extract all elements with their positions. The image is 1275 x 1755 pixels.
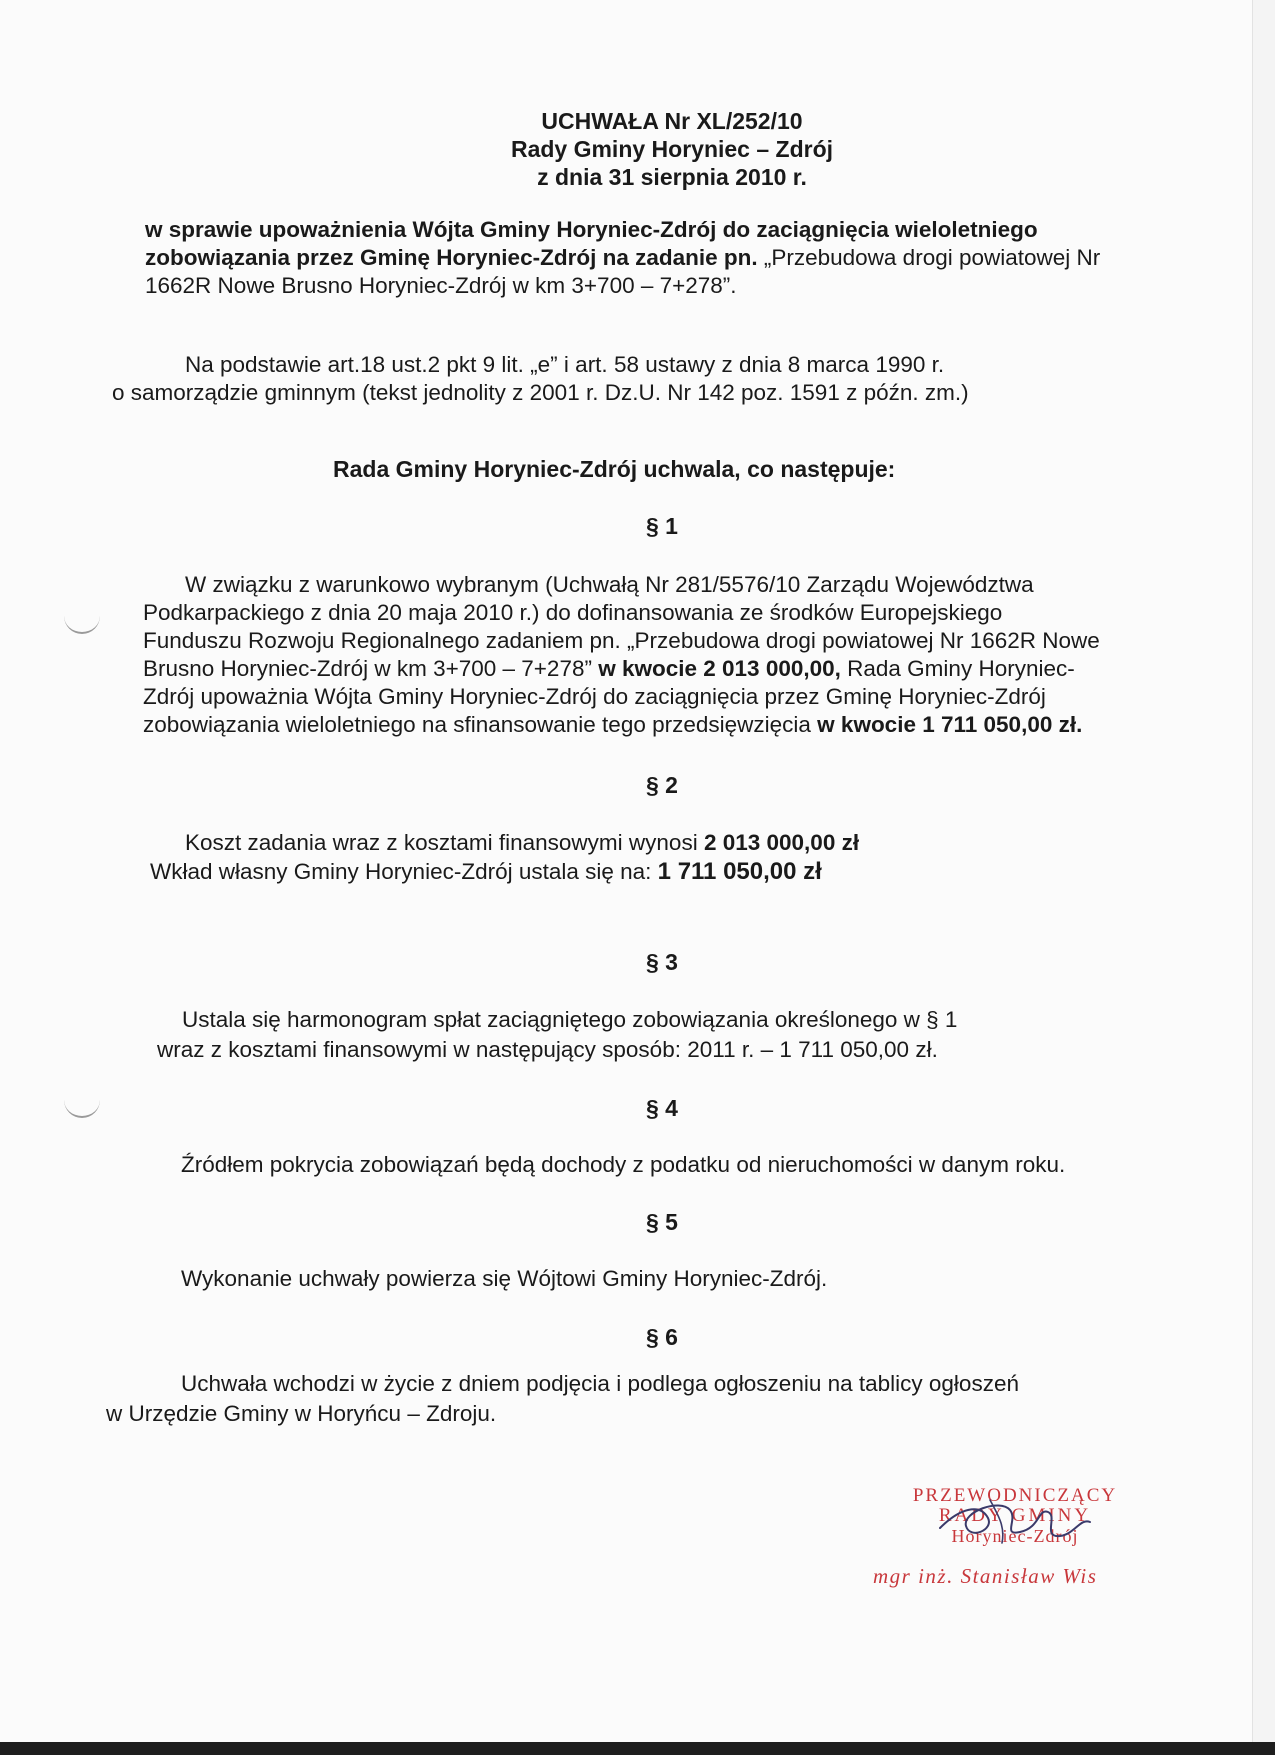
section-1-line-6-amount: w kwocie 1 711 050,00 zł. [817, 712, 1083, 737]
section-1-line-3: Funduszu Rozwoju Regionalnego zadaniem pn. „Przebudowa drogi powiatowej Nr 1662R Nowe [143, 628, 1100, 653]
stamp-chairman-name: mgr inż. Stanisław Wis [873, 1564, 1098, 1588]
section-2-line-2-a: Wkład własny Gminy Horyniec-Zdrój ustala się na: [150, 859, 658, 884]
resolution-title: UCHWAŁA Nr XL/252/10 [541, 108, 803, 134]
section-2-line-1 [185, 829, 859, 857]
stamp-line-2: RADY GMINY [938, 1505, 1092, 1526]
subject-line-3: 1662R Nowe Brusno Horyniec-Zdrój w km 3+700 – 7+278”. [145, 273, 737, 298]
section-3-mark: § 3 [646, 949, 678, 975]
subject-line-2-rest: „Przebudowa drogi powiatowej Nr [757, 245, 1101, 270]
section-1-line-1: W związku z warunkowo wybranym (Uchwałą Nr 281/5576/10 Zarządu Województwa [185, 572, 1034, 597]
section-2-own-contribution: 1 711 050,00 zł [657, 858, 822, 885]
section-1-line-5: Zdrój upoważnia Wójta Gminy Horyniec-Zdrój do zaciągnięcia przez Gminę Horyniec-Zdrój [143, 684, 1046, 709]
subject-line-2-bold: zobowiązania przez Gminę Horyniec-Zdrój na zadanie pn. [145, 245, 758, 270]
section-5-mark: § 5 [646, 1209, 678, 1235]
section-2-line-1-a: Koszt zadania wraz z kosztami finansowymi wynosi [185, 830, 704, 855]
section-6-mark: § 6 [646, 1324, 678, 1350]
section-6-line-1: Uchwała wchodzi w życie z dniem podjęcia i podlega ogłoszeniu na tablicy ogłoszeń [181, 1371, 1019, 1396]
section-1-line-6-a: zobowiązania wieloletniego na sfinansowanie tego przedsięwzięcia [143, 712, 818, 737]
legal-basis-line-1: Na podstawie art.18 ust.2 pkt 9 lit. „e” i art. 58 ustawy z dnia 8 marca 1990 r. [185, 352, 945, 377]
section-1-line-6 [143, 711, 1082, 739]
signature-stroke [940, 1505, 1090, 1536]
section-4-line-1: Źródłem pokrycia zobowiązań będą dochody z podatku od nieruchomości w danym roku. [181, 1152, 1066, 1177]
section-2-line-2 [150, 858, 822, 886]
section-3-line-2: wraz z kosztami finansowymi w następujący sposób: 2011 r. – 1 711 050,00 zł. [157, 1037, 938, 1062]
scan-edge-bottom [0, 1742, 1275, 1755]
resolves-heading: Rada Gminy Horyniec-Zdrój uchwala, co następuje: [333, 456, 896, 482]
section-4-mark: § 4 [646, 1095, 678, 1121]
section-2-mark: § 2 [646, 772, 678, 798]
section-3-line-1: Ustala się harmonogram spłat zaciągniętego zobowiązania określonego w § 1 [182, 1007, 958, 1032]
section-1-line-4-a: Brusno Horyniec-Zdrój w km 3+700 – 7+278” [143, 656, 592, 681]
section-6-line-2: w Urzędzie Gminy w Horyńcu – Zdroju. [106, 1401, 497, 1426]
section-1-line-4-amount: w kwocie 2 013 000,00, [591, 656, 841, 681]
section-1-line-4-c: Rada Gminy Horyniec- [840, 656, 1075, 681]
section-1-line-4 [143, 655, 1075, 683]
section-1-line-2: Podkarpackiego z dnia 20 maja 2010 r.) do dofinansowania ze środków Europejskiego [143, 600, 1003, 625]
resolution-date: z dnia 31 sierpnia 2010 r. [537, 164, 807, 190]
subject-line-2 [145, 244, 1100, 272]
stamp-line-3: Horyniec-Zdrój [951, 1526, 1079, 1546]
subject-line-1: w sprawie upoważnienia Wójta Gminy Horyniec-Zdrój do zaciągnięcia wieloletniego [145, 217, 1038, 242]
section-1-mark: § 1 [646, 513, 678, 539]
section-2-cost-amount: 2 013 000,00 zł [703, 830, 860, 855]
stamp-line-1: PRZEWODNICZĄCY [912, 1485, 1118, 1506]
scan-edge-right [1252, 0, 1275, 1755]
handwritten-signature [930, 1488, 1120, 1548]
resolution-council: Rady Gminy Horyniec – Zdrój [510, 136, 834, 162]
legal-basis-line-2: o samorządzie gminnym (tekst jednolity z 2001 r. Dz.U. Nr 142 poz. 1591 z późn. zm.) [112, 380, 969, 405]
section-5-line-1: Wykonanie uchwały powierza się Wójtowi Gminy Horyniec-Zdrój. [181, 1266, 828, 1291]
